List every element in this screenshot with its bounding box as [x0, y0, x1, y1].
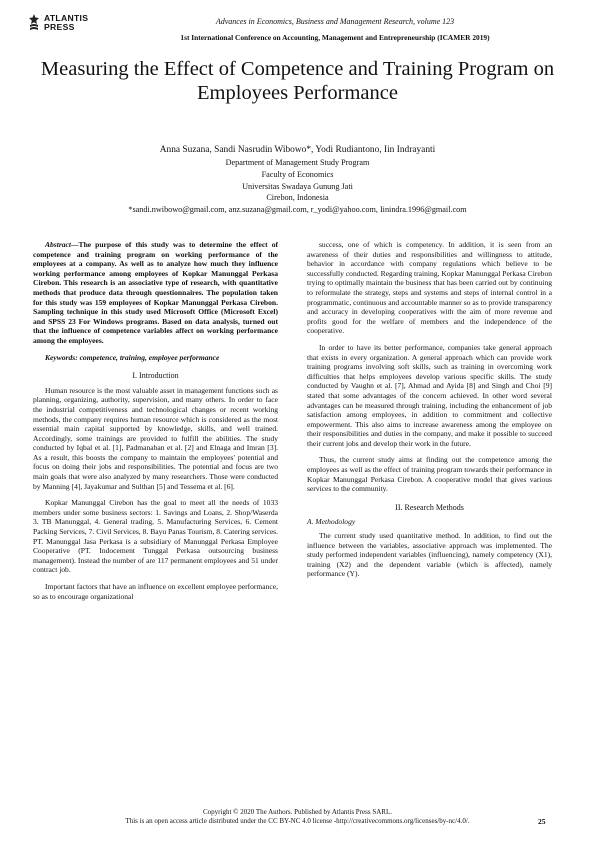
intro-paragraph: Thus, the current study aims at finding out the competence among the employees as well as the effect of training program towards their performance in Kopkar Manunggal Perkasa Cirebon. A cooperative model that gives various services to the community. — [307, 455, 552, 494]
intro-paragraph: Kopkar Manunggal Cirebon has the goal to meet all the needs of 1033 members under some business sectors: 1. Savings and Loans, 2. Shop/Waserda 3. TB Manunggal, 4. General trading, 5. Manufacturing Services, 6. Cement Packing Services, 7. Civil Services, 8. Bayu Panas Tourism, 8. Catering services. PT. Manunggal Jasa Perkasa is a subsidiary of Manunggal Perkasa Employee Cooperative (PT. Indocement Tunggal Perkasa outsourcing business management). Instead the number of are 117 permanent employees and 51 under contract job. — [33, 498, 278, 575]
logo-line-2: PRESS — [44, 22, 75, 32]
page-footer — [30, 808, 565, 826]
right-column — [307, 240, 552, 586]
affiliation-emails: *sandi.nwibowo@gmail.com, anz.suzana@gmail.com, r_yodi@yahoo.com, Iinindra.1996@gmail.com — [128, 205, 467, 215]
affiliation-faculty: Faculty of Economics — [261, 169, 334, 179]
keywords: Keywords: competence, training, employee performance — [45, 352, 220, 362]
intro-paragraph: Human resource is the most valuable asset in management functions such as planning, organizing, authority, supervision, and many others. In order to face the industrial competitiveness and technological changes or recent working methods, the company requires human resource which is considered as the most essential main capital supported by knowledge, skills, and well trained. Accordingly, some trainings are provided to fulfill the abilities. The study conducted by Iqbal et al. [1], Padmanaban et al. [2] and Elnaga and Imran [3]. As a result, this boosts the company to maintain the employees' potential and focus on doing their jobs and responsibilities. The potential and focus are two main goals that were also analyzed by many researchers. Those were conducted by Manning [4], Jayakumar and Sulthan [5] and Tessema et al. [6]. — [33, 385, 278, 491]
left-column — [33, 240, 278, 608]
page-number: 25 — [538, 817, 546, 826]
abstract — [33, 240, 278, 346]
affiliation-block — [30, 157, 565, 216]
subsection-heading-methodology: A. Methodology — [307, 517, 356, 527]
author-list: Anna Suzana, Sandi Nasrudin Wibowo*, Yodi Rudiantono, Iin Indrayanti — [159, 145, 436, 155]
abstract-text: —The purpose of this study was to determine the effect of competence and training program on working performance of the employees at a company. As well as to analyze how much they influence working performance among employees of Kopkar Manunggal Perkasa Cirebon. This research is an associative type of research, with quantitative methods that produce data through questionnaires. The population taken for this study was 159 employees of Kopkar Manunggal Perkasa Cirebon. Sampling technique in this study used Microsoft Office (Microsoft Excel) and SPSS 23 For Windows programs. Based on data analysis, turned out that the influence of competence variables affect on working performance among the employees. — [33, 240, 278, 345]
paper-title: Measuring the Effect of Competence and Training Program on Employees Performance — [40, 58, 555, 104]
affiliation-university: Universitas Swadaya Gunung Jati — [242, 181, 353, 191]
affiliation-department: Department of Management Study Program — [225, 158, 370, 167]
journal-name: Advances in Economics, Business and Management Research, volume 123 — [215, 17, 455, 26]
intro-paragraph: success, one of which is competency. In addition, it is seen from an awareness of their duties and responsibilities and willingness to attitude, behavior in accordance with company regulations which believe to be successfully conducted. Regarding training, Kopkar Manunggal Perkasa Cirebon trying to optimally maintain the business that has been carried out by continuing to reformulate the strategy, steps and systems and steps of internal control in a programmatic, continuous and accountable manner so as to provide transparency and accuracy in developing cooperatives with the aim of more revenue and profits good for the welfare of members and the independence of the cooperative. — [307, 240, 552, 336]
section-heading-introduction: I. Introduction — [132, 371, 179, 381]
copyright-line: Copyright © 2020 The Authors. Published by Atlantis Press SARL. — [203, 808, 392, 816]
methodology-paragraph: The current study used quantitative method. In addition, to find out the influence between the variables, associative approach was implemented. The study performed independent variables (influencing), namely competency (X1), training (X2) and the dependent variable (which is affected), namely performance (Y). — [307, 531, 552, 579]
affiliation-city: Cirebon, Indonesia — [266, 193, 329, 203]
abstract-label: Abstract — [45, 240, 71, 249]
atlantis-logo-icon — [28, 14, 40, 32]
intro-paragraph: Important factors that have an influence on excellent employee performance, so as to encourage organizational — [33, 582, 278, 601]
publisher-logo — [28, 14, 88, 32]
logo-line-1: ATLANTIS — [44, 13, 89, 23]
license-line: This is an open access article distributed under the CC BY-NC 4.0 license -http://creativecommons.org/licenses/by-nc/4.0/. — [125, 817, 470, 825]
conference-name: 1st International Conference on Accounting, Management and Entrepreneurship (ICAMER 2019) — [180, 33, 490, 42]
intro-paragraph: In order to have its better performance, companies take general approach that exists in every organization. A general approach which can provide work training programs involving soft skills, such as training in overcoming work difficulties that helps employees develop various specific skills. The study conducted by Vaughn et al. [7], Ahmad and Ayida [8] and Singh and Choi [9] stated that some advantages of the concern achieved. In other word several advantages can be measured through training, including the enhancement of job satisfaction among employees, in addition to commitment and collective empowerment. This also aims to increase awareness among the employee on their responsibilities and duties in the company, and make it possible to succeed their current jobs and develop their work in the future. — [307, 342, 552, 448]
section-heading-research-methods: II. Research Methods — [395, 502, 464, 512]
